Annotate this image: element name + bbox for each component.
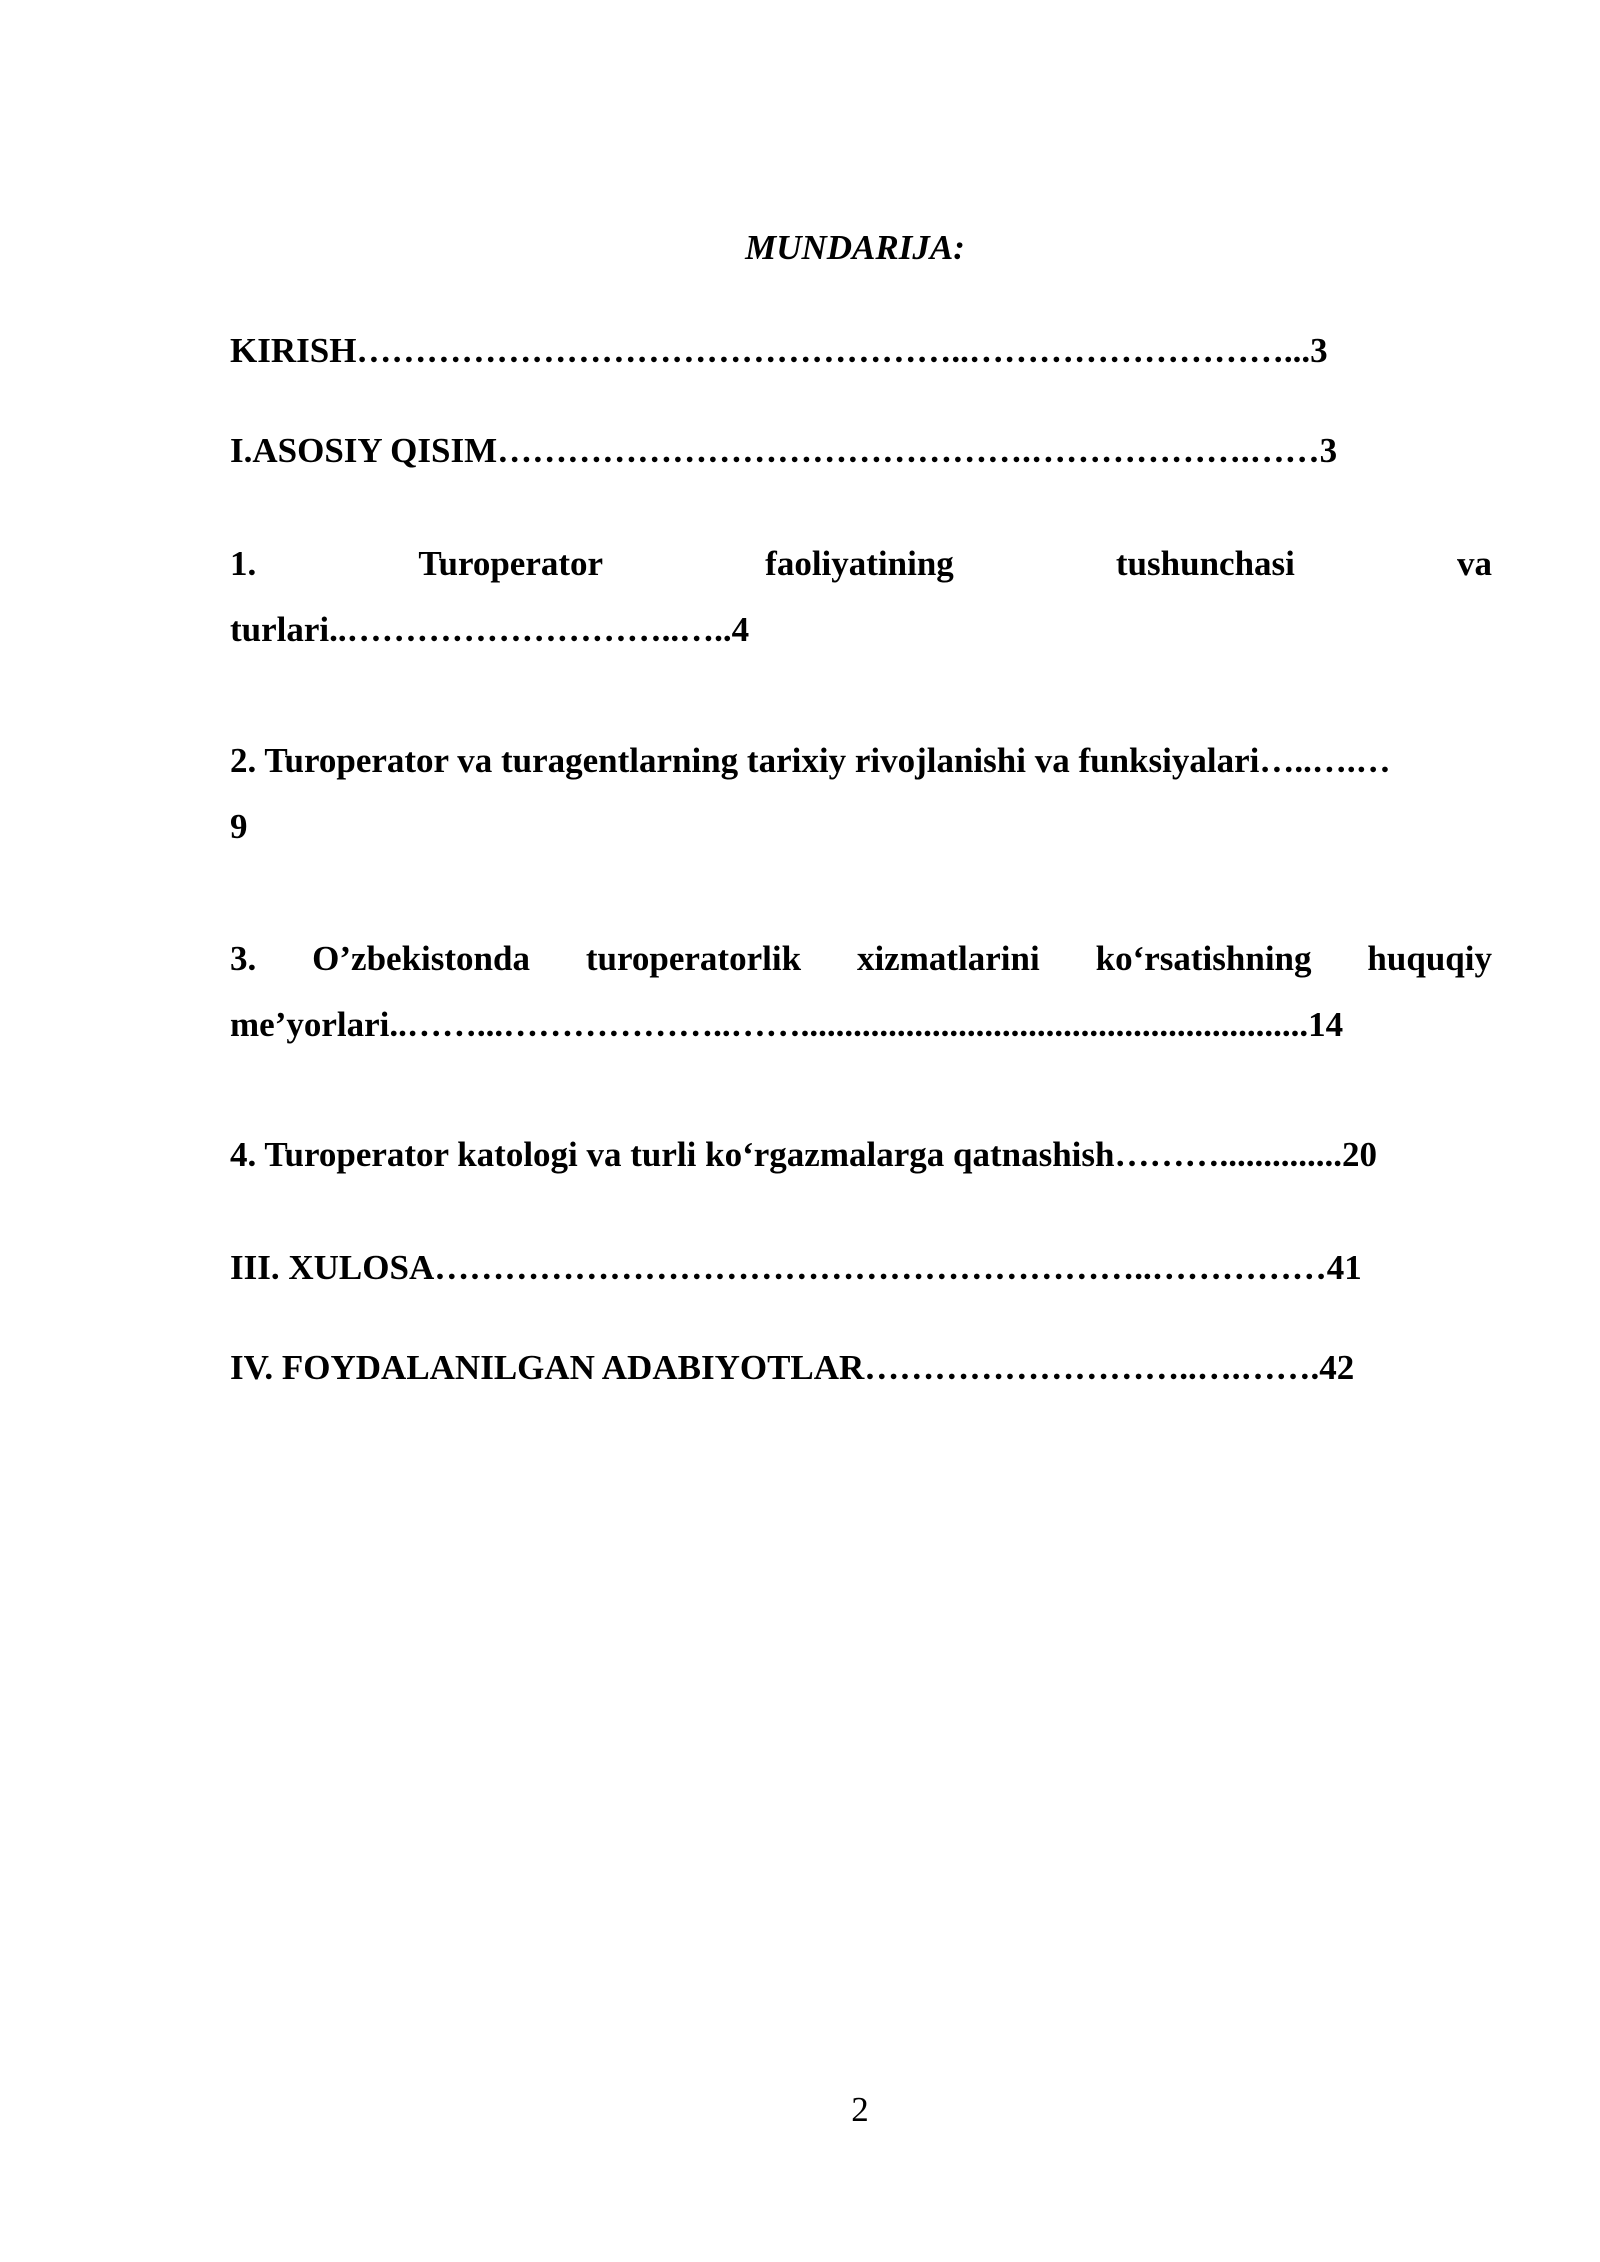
toc-entry-3-line-2: me’yorlari..……...………………..……..........................................................14 bbox=[230, 1005, 1344, 1044]
toc-entry-4: 4. Turoperator katologi va turli ko‘rgazmalarga qatnashish………..............20 bbox=[230, 1135, 1377, 1174]
toc-entry-3 bbox=[230, 926, 1492, 1058]
toc-entry-kirish: KIRISH……………………………………………..………………………...3 bbox=[230, 331, 1328, 370]
toc-entry-3-word: turoperatorlik bbox=[585, 939, 802, 978]
page-number: 2 bbox=[851, 2090, 869, 2129]
toc-entry-3-word: ko‘rsatishning bbox=[1095, 939, 1312, 978]
toc-entry-1-word: Turoperator bbox=[418, 544, 604, 583]
toc-entry-1-line-2: turlari..………………………..…..4 bbox=[230, 610, 750, 649]
toc-entry-2-line-1: 2. Turoperator va turagentlarning tarixiy rivojlanishi va funksiyalari…..….… bbox=[230, 741, 1391, 780]
toc-entry-1-line-1 bbox=[230, 531, 1492, 597]
toc-entry-1-word: va bbox=[1456, 544, 1492, 583]
toc-entry-1-word: tushunchasi bbox=[1115, 544, 1295, 583]
toc-title: MUNDARIJA: bbox=[745, 228, 965, 267]
toc-entry-2 bbox=[230, 728, 1492, 860]
toc-entry-3-line-1 bbox=[230, 926, 1492, 992]
toc-entry-1-word: 1. bbox=[230, 544, 257, 583]
toc-entry-asosiy-qisim: I.ASOSIY QISIM……………………………………….……………….……3 bbox=[230, 431, 1338, 470]
toc-entry-adabiyotlar: IV. FOYDALANILGAN ADABIYOTLAR………………………..….…….42 bbox=[230, 1348, 1355, 1387]
toc-entry-1 bbox=[230, 531, 1492, 663]
toc-entry-2-line-2: 9 bbox=[230, 807, 248, 846]
toc-entry-3-word: xizmatlarini bbox=[856, 939, 1040, 978]
toc-entry-3-word: O’zbekistonda bbox=[312, 939, 530, 978]
toc-entry-3-word: huquqiy bbox=[1367, 939, 1492, 978]
toc-entry-xulosa: III. XULOSA……………………………………………………..……………41 bbox=[230, 1248, 1362, 1287]
toc-entry-1-word: faoliyatining bbox=[765, 544, 954, 583]
toc-entry-3-word: 3. bbox=[230, 939, 257, 978]
